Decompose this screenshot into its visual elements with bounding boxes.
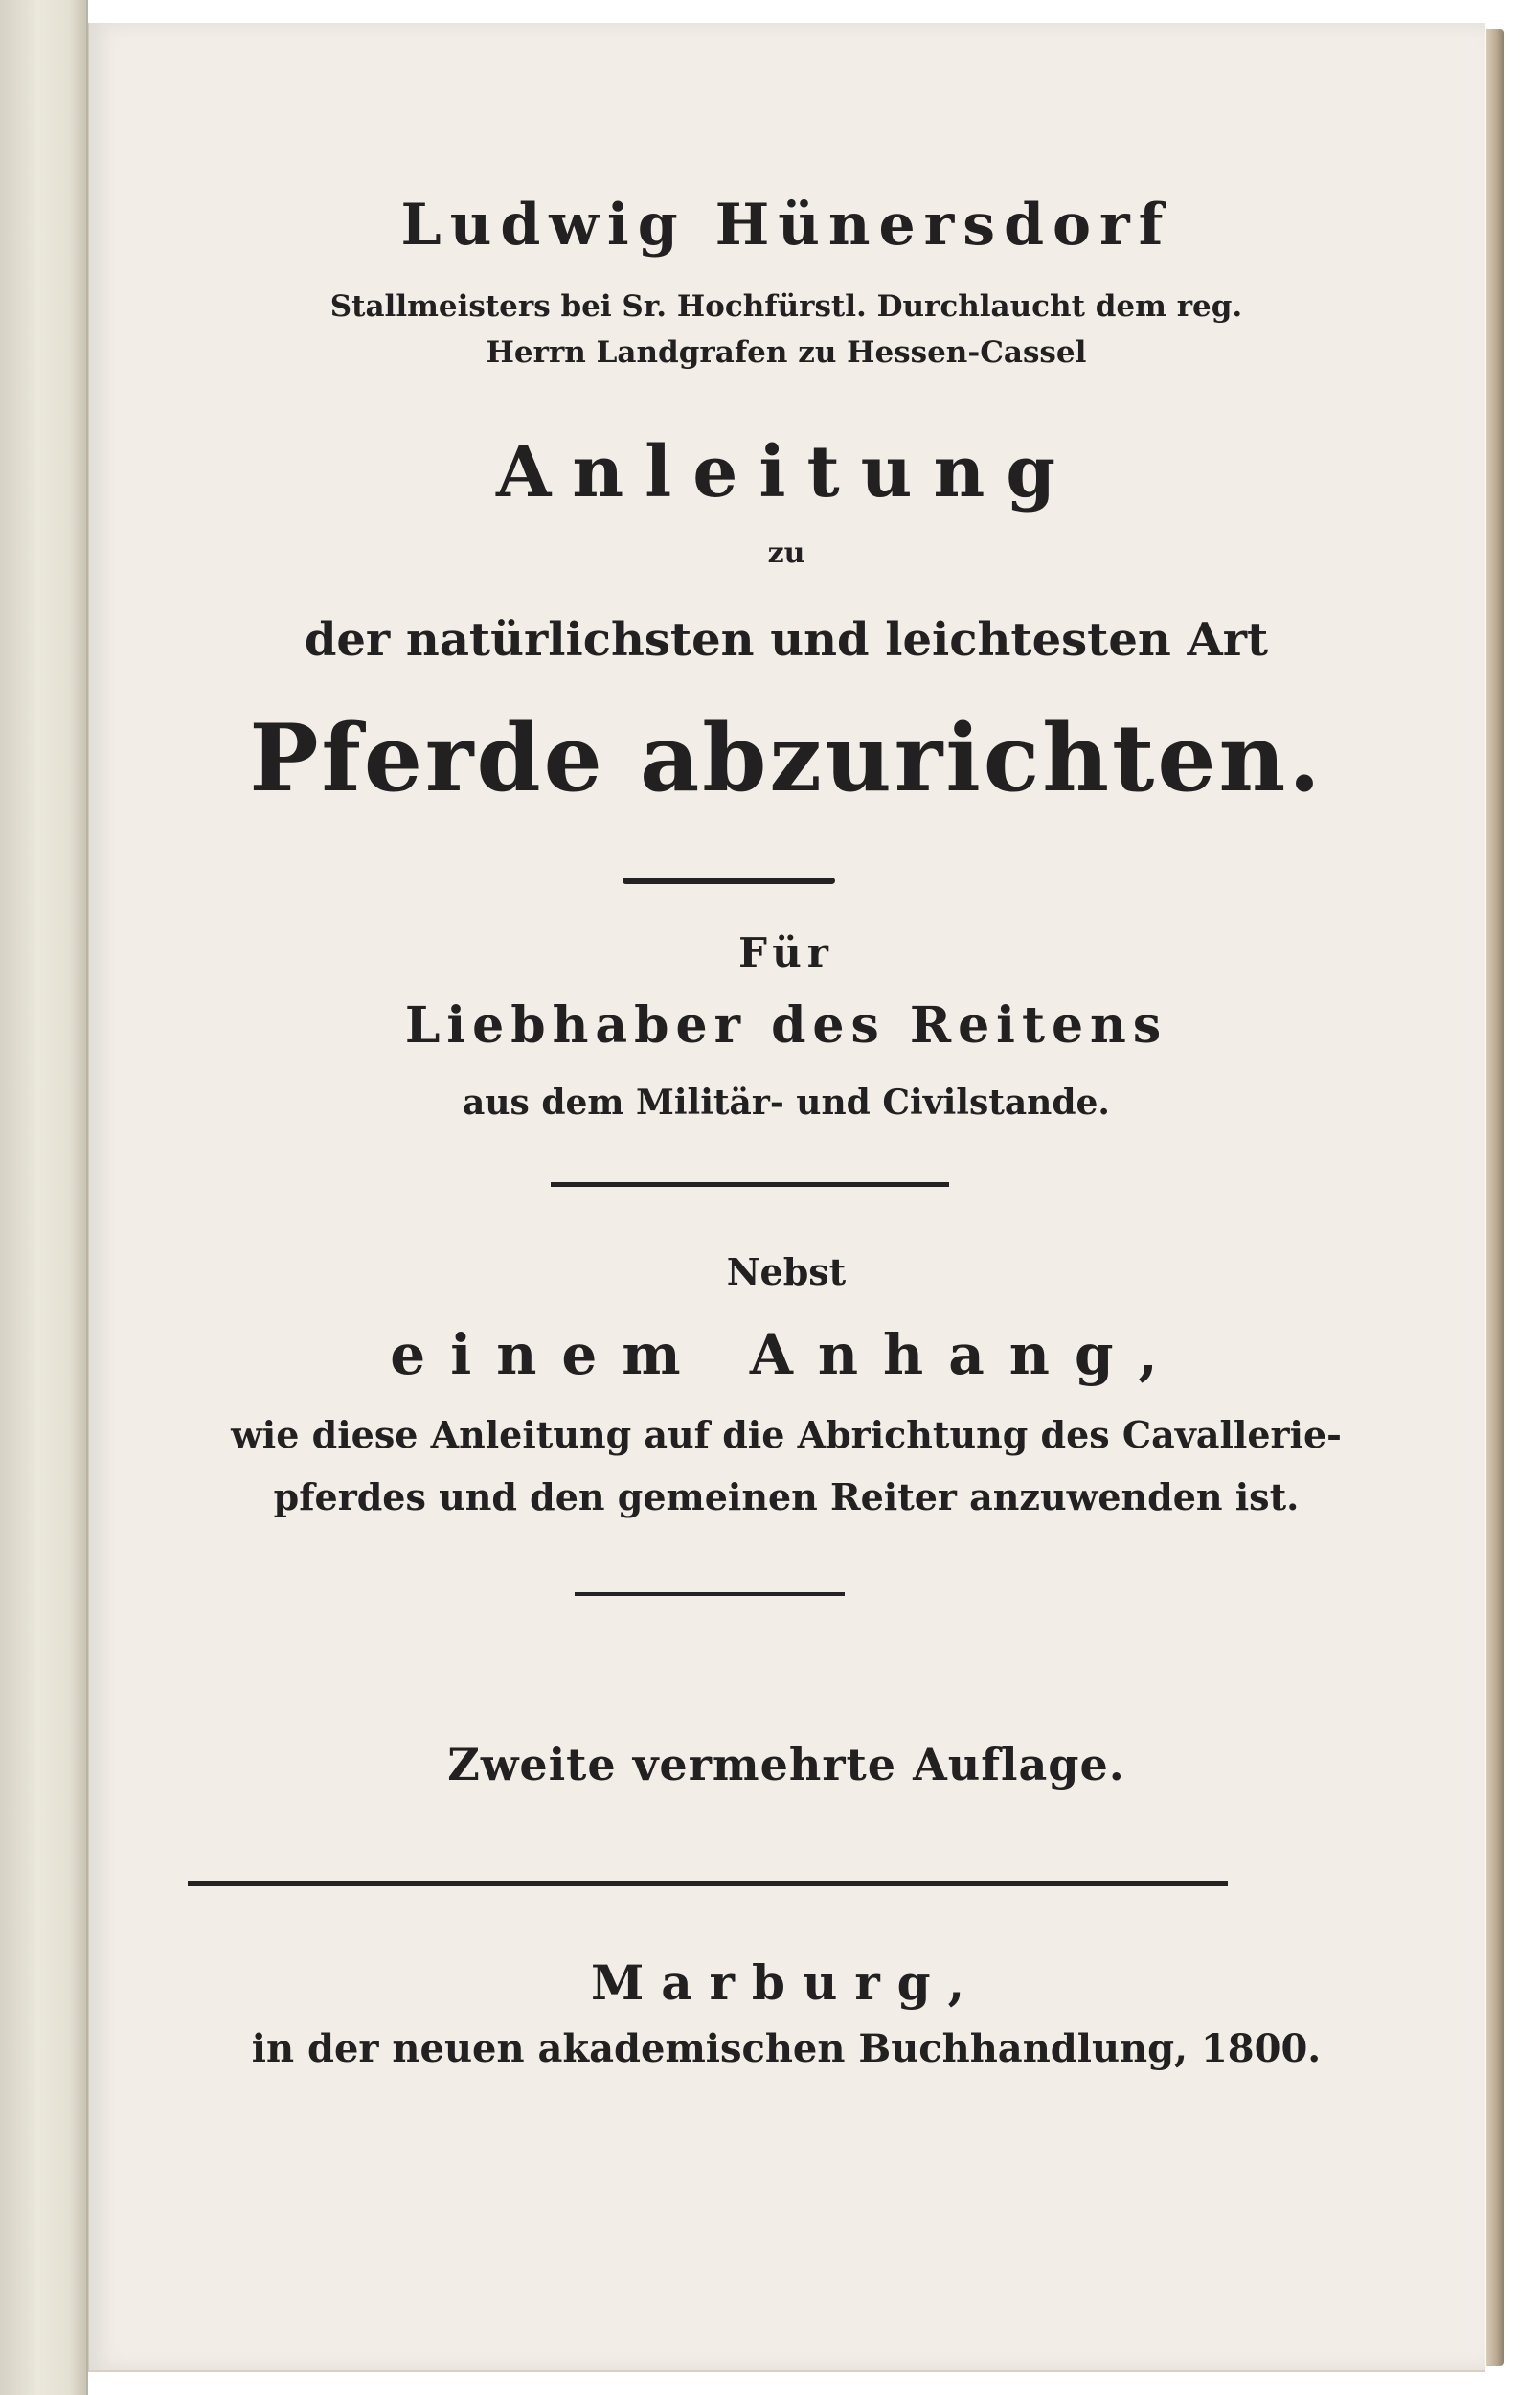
author-title-line-1: Stallmeisters bei Sr. Hochfürstl. Durchlaucht dem reg.	[329, 289, 1243, 324]
edition: Zweite vermehrte Auflage.	[447, 1739, 1125, 1791]
title-page	[88, 23, 1485, 2372]
title-line: der natürlichsten und leichtesten Art	[304, 613, 1269, 667]
title-word: Anleitung	[495, 431, 1077, 513]
rule-2	[551, 1182, 949, 1187]
rule-4	[188, 1881, 1228, 1886]
audience: Liebhaber des Reitens	[404, 996, 1168, 1055]
audience-intro: Für	[738, 929, 834, 976]
imprint-publisher: in der neuen akademischen Buchhandlung, 1800.	[251, 2026, 1322, 2071]
title-main: Pferde abzurichten.	[249, 704, 1324, 812]
book-spine	[0, 0, 88, 2395]
appendix: einem Anhang,	[390, 1322, 1183, 1387]
appendix-line-2: pferdes und den gemeinen Reiter anzuwenden ist.	[273, 1475, 1300, 1518]
audience-detail: aus dem Militär- und Civilstande.	[463, 1083, 1110, 1123]
rule-3	[575, 1592, 845, 1596]
author-name: Ludwig Hünersdorf	[400, 192, 1172, 259]
appendix-line-1: wie diese Anleitung auf die Abrichtung des Cavallerie-	[231, 1413, 1342, 1456]
imprint-place: Marburg,	[590, 1954, 983, 2011]
title-connector: zu	[767, 536, 805, 570]
page-edge	[1486, 29, 1504, 2366]
appendix-intro: Nebst	[726, 1250, 847, 1293]
rule-1	[623, 878, 835, 884]
author-title-line-2: Herrn Landgrafen zu Hessen-Cassel	[486, 335, 1087, 370]
